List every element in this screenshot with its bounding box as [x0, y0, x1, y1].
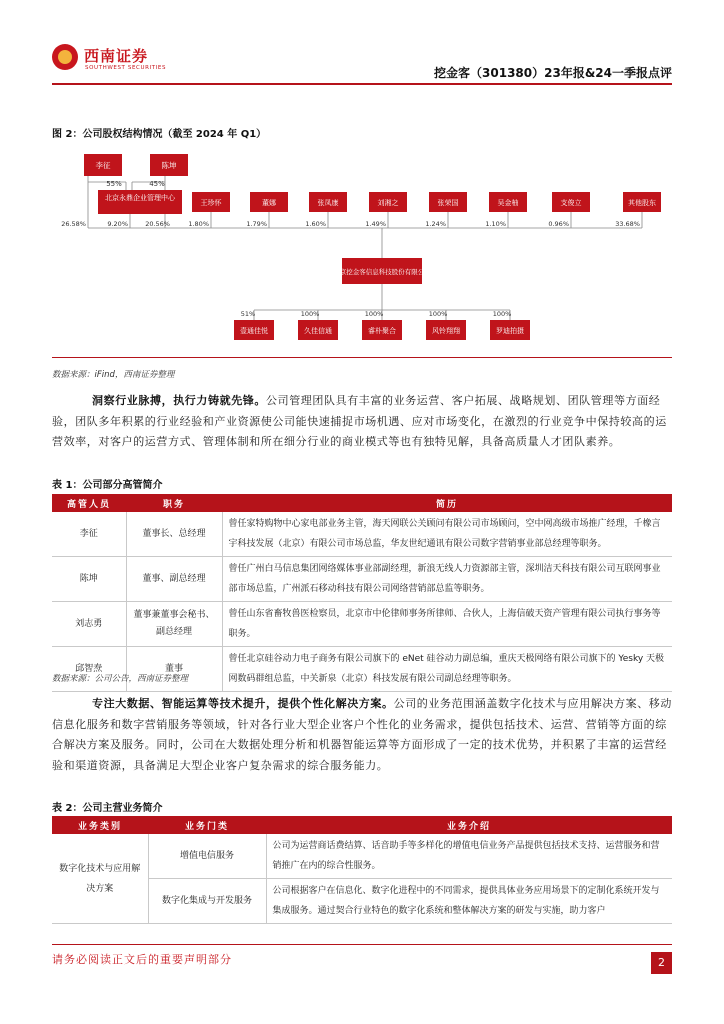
paragraph-lead: 洞察行业脉搏，执行力铸就先锋。: [92, 394, 266, 407]
executives-table: [52, 494, 672, 692]
yongding-label: 北京永鼎企业管理中心: [105, 194, 175, 202]
holder-pct: 1.80%: [188, 220, 209, 228]
sub-pct: 100%: [364, 310, 384, 318]
sub-pct: 100%: [300, 310, 320, 318]
figure-source: 数据来源：iFind，西南证券整理: [52, 370, 175, 380]
company-name: 北京挖金客信息科技股份有限公司: [333, 268, 431, 276]
sub-pct: 51%: [240, 310, 256, 318]
exec-name: 陈坤: [52, 557, 126, 602]
sub-name: 睿朴聚合: [368, 327, 396, 335]
col-header: 简历: [222, 494, 672, 512]
exec-name: 李征: [52, 512, 126, 557]
col-header: 业务介绍: [266, 816, 672, 834]
paragraph-management: [52, 391, 672, 453]
page-number: 2: [651, 952, 672, 974]
business-desc: 公司为运营商话费结算、话音助手等多样化的增值电信业务产品提供包括技术支持、运营服务和营销推广在内的综合性服务。: [266, 834, 672, 879]
table-row: [52, 512, 672, 557]
table-row: [52, 834, 672, 879]
logo-english-name: SOUTHWEST SECURITIES: [85, 65, 167, 71]
exec-bio: 曾任北京硅谷动力电子商务有限公司旗下的 eNet 硅谷动力副总编，重庆天极网络有限公司旗下的 Yesky 天极网数码群组总监，中关新泉（北京）科技发展有限公司副总经理等职务。: [222, 647, 672, 692]
holder-pct: 33.68%: [615, 220, 640, 228]
pct-chen-direct: 20.56%: [145, 220, 170, 228]
exec-bio: 曾任广州白马信息集团网络媒体事业部副经理，新浪无线人力资源部主管，深圳洁天科技有限公司互联网事业部市场总监，广州派石移动科技有限公司网络营销部总监等职务。: [222, 557, 672, 602]
table-row: [52, 647, 672, 692]
exec-role: 董事兼董事会秘书、副总经理: [126, 602, 222, 647]
col-header: 业务类别: [52, 816, 148, 834]
exec-role: 董事、副总经理: [126, 557, 222, 602]
pct-chen-to-yongding: 45%: [149, 180, 165, 188]
holder-name: 吴金柚: [497, 199, 519, 207]
sub-name: 壹通佳悦: [240, 327, 268, 335]
exec-bio: 曾任山东省畜牧兽医检察员，北京市中伦律师事务所律师、合伙人，上海信破天资产管理有限公司执行事务等职务。: [222, 602, 672, 647]
exec-name: 邱智焘: [52, 647, 126, 692]
table-row: [52, 602, 672, 647]
table-header-row: [52, 494, 672, 512]
business-sub: 增值电信服务: [148, 834, 266, 879]
holder-pct: 0.96%: [548, 220, 569, 228]
holder-name: 刘湘之: [377, 199, 399, 207]
svg-text:北京永鼎企业管理中心: [105, 193, 176, 202]
table-row: [52, 557, 672, 602]
exec-role: 董事: [126, 647, 222, 692]
table1-source: 数据来源：公司公告，西南证券整理: [52, 674, 189, 684]
paragraph-text: 公司管理团队具有丰富的业务运营、客户拓展、战略规划、团队管理等方面经验，团队多年积累的行业经验和产业资源使公司能快速捕捉市场机遇、应对市场变化，在激烈的行业竞争中保持较高的运营效率，对客户的运营方式、管理体制和所在细分行业的商业模式等也有独特见解，具备高质量人才团队素养。: [52, 394, 667, 448]
business-category: 数字化技术与应用解决方案: [52, 834, 148, 924]
business-table: [52, 816, 672, 924]
sub-name: 久佳信通: [304, 327, 332, 335]
shareholder-li-zheng: 李征: [95, 161, 111, 170]
holder-pct: 1.24%: [425, 220, 446, 228]
holder-name: 董娜: [262, 199, 276, 207]
table2-title: 表 2：公司主营业务简介: [52, 803, 163, 814]
figure-divider: [52, 357, 672, 358]
holder-pct: 1.49%: [365, 220, 386, 228]
holder-pct: 1.60%: [305, 220, 326, 228]
logo-name: 西南证券: [84, 47, 149, 65]
holder-name: 张荣国: [437, 199, 459, 207]
holder-pct: 1.79%: [246, 220, 267, 228]
table1-title: 表 1：公司部分高管简介: [52, 480, 163, 491]
pct-yongding: 9.20%: [107, 220, 128, 228]
sub-name: 风铃翔翔: [432, 327, 460, 335]
business-desc: 公司根据客户在信息化、数字化进程中的不同需求，提供具体业务应用场景下的定制化系统开发与集成服务。通过契合行业特色的数字化系统和整体解决方案的研发与实施，助力客户: [266, 879, 672, 924]
holder-name: 其他股东: [628, 199, 656, 207]
header-divider: [52, 83, 672, 85]
holder-name: 王珍怀: [200, 199, 222, 207]
disclaimer-notice: 请务必阅读正文后的重要声明部分: [52, 953, 232, 966]
sub-name: 罗迪拍摄: [496, 327, 524, 335]
logo-mark-inner: [58, 50, 72, 64]
exec-name: 刘志勇: [52, 602, 126, 647]
col-header: 高管人员: [52, 494, 126, 512]
footer-divider: [52, 944, 672, 945]
pct-li-to-yongding: 55%: [106, 180, 122, 188]
ownership-structure-diagram: [52, 142, 672, 350]
col-header: 职务: [126, 494, 222, 512]
holder-name: 张凤康: [317, 199, 339, 207]
exec-role: 董事长、总经理: [126, 512, 222, 557]
holder-pct: 1.10%: [485, 220, 506, 228]
paragraph-business: [52, 694, 672, 776]
paragraph-lead: 专注大数据、智能运算等技术提升，提供个性化解决方案。: [92, 697, 394, 710]
paragraph-text: 公司的业务范围涵盖数字化技术与应用解决方案、移动信息化服务和数字营销服务等领域，针对各行业大型企业客户个性化的业务需求，提供包括技术、运营、营销等方面的综合解决方案及服务。同时，公司在大数据处理分析和机器智能运算等方面形成了一定的技术优势，并积累了丰富的运营经验和渠道资源，具备满足大型企业客户复杂需求的综合服务能力。: [52, 697, 673, 772]
col-header: 业务门类: [148, 816, 266, 834]
shareholder-chen-kun: 陈坤: [161, 161, 177, 170]
pct-li-direct: 26.58%: [61, 220, 86, 228]
figure-title: 图 2：公司股权结构情况（截至 2024 年 Q1）: [52, 129, 267, 140]
holder-name: 支俊立: [560, 199, 582, 207]
sub-pct: 100%: [492, 310, 512, 318]
business-sub: 数字化集成与开发服务: [148, 879, 266, 924]
report-title: 挖金客（301380）23年报&24一季报点评: [434, 66, 672, 80]
sub-pct: 100%: [428, 310, 448, 318]
exec-bio: 曾任家特购物中心家电部业务主管，海天网联公关顾问有限公司市场顾问，空中网高级市场推广经理，千橡言宇科技发展（北京）有限公司市场总监，华友世纪通讯有限公司数字营销事业部总经理等职务。: [222, 512, 672, 557]
table-header-row: [52, 816, 672, 834]
